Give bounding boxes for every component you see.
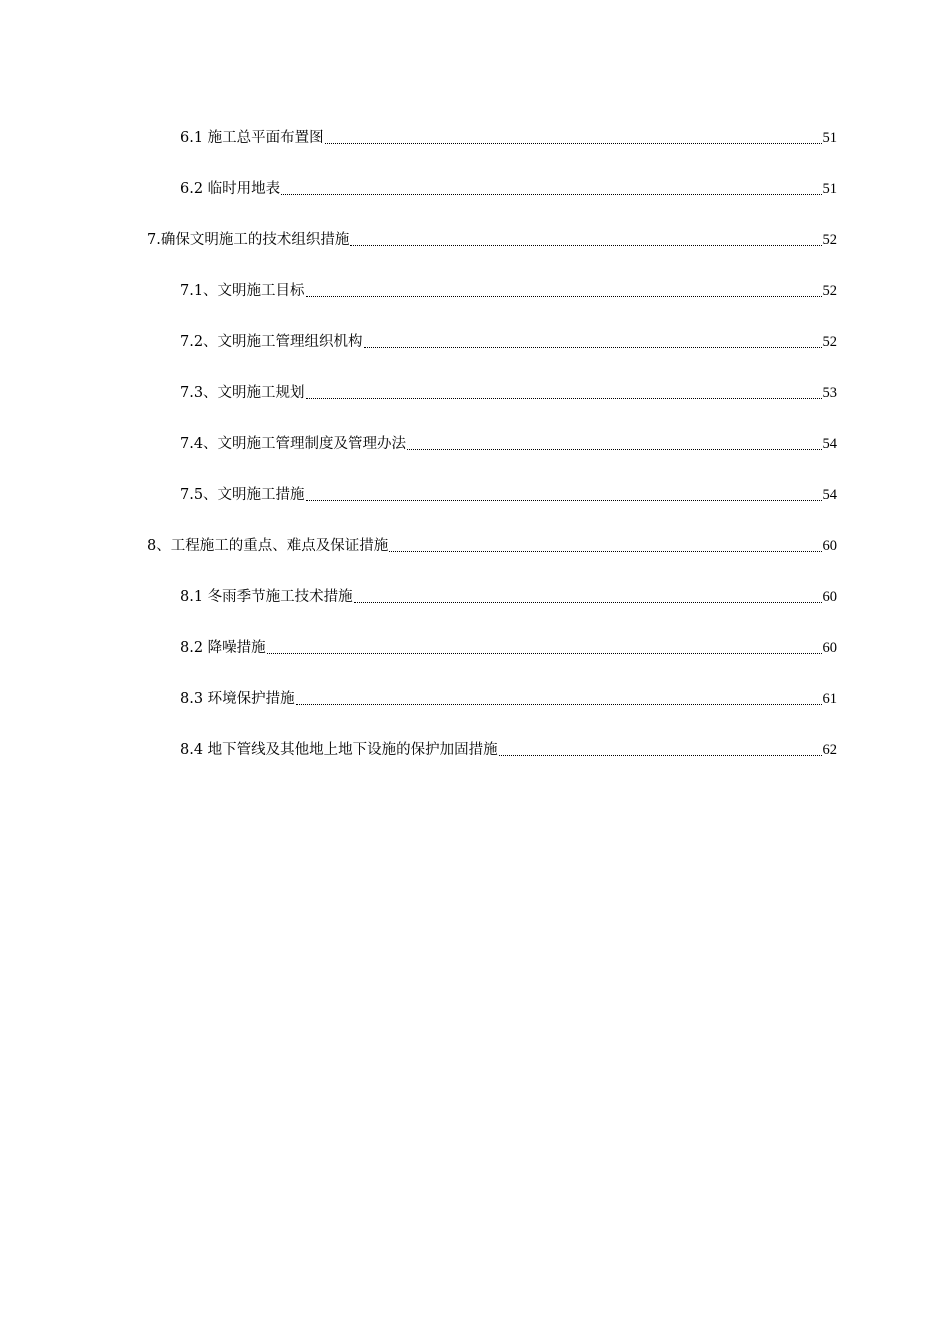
toc-entry-page: 52 xyxy=(822,283,837,299)
toc-dot-leader xyxy=(349,229,822,251)
toc-entry-title: 7.5、文明施工措施 xyxy=(180,487,305,503)
toc-entry-title: 6.1 施工总平面布置图 xyxy=(180,130,324,146)
toc-entry-page: 51 xyxy=(822,130,837,146)
toc-entry-page: 61 xyxy=(822,691,837,707)
toc-entry-page: 51 xyxy=(822,181,837,197)
toc-entry[interactable] xyxy=(180,739,837,761)
toc-entry[interactable] xyxy=(180,127,837,149)
toc-entry-page: 52 xyxy=(822,232,837,248)
toc-entry-page: 53 xyxy=(822,385,837,401)
toc-entry[interactable] xyxy=(180,688,837,710)
toc-dot-leader xyxy=(363,331,823,353)
toc-entry[interactable] xyxy=(180,637,837,659)
toc-dot-leader xyxy=(498,739,823,761)
toc-entry[interactable] xyxy=(147,229,837,251)
toc-dot-leader xyxy=(280,178,822,200)
toc-entry[interactable] xyxy=(180,586,837,608)
toc-dot-leader xyxy=(305,280,823,302)
toc-entry-title: 7.3、文明施工规划 xyxy=(180,385,305,401)
toc-entry[interactable] xyxy=(180,382,837,404)
toc-entry[interactable] xyxy=(147,535,837,557)
toc-dot-leader xyxy=(266,637,823,659)
toc-entry-page: 60 xyxy=(822,640,837,656)
toc-entry-title: 7.确保文明施工的技术组织措施 xyxy=(147,232,350,248)
toc-entry-page: 62 xyxy=(822,742,837,758)
toc-entry-page: 54 xyxy=(822,487,837,503)
toc-entry-title: 8.2 降噪措施 xyxy=(180,640,266,656)
toc-entry-title: 7.2、文明施工管理组织机构 xyxy=(180,334,363,350)
toc-dot-leader xyxy=(295,688,823,710)
toc-entry-title: 8.4 地下管线及其他地上地下设施的保护加固措施 xyxy=(180,742,498,758)
toc-dot-leader xyxy=(353,586,823,608)
toc-entry-title: 8.1 冬雨季节施工技术措施 xyxy=(180,589,353,605)
toc-entry[interactable] xyxy=(180,178,837,200)
toc-entry-title: 7.1、文明施工目标 xyxy=(180,283,305,299)
toc-entry-page: 60 xyxy=(822,589,837,605)
toc-entry-page: 54 xyxy=(822,436,837,452)
toc-entry[interactable] xyxy=(180,433,837,455)
toc-entry-title: 6.2 临时用地表 xyxy=(180,181,281,197)
toc-entry-page: 60 xyxy=(822,538,837,554)
toc-entry[interactable] xyxy=(180,331,837,353)
toc-entry[interactable] xyxy=(180,280,837,302)
toc-dot-leader xyxy=(305,382,823,404)
toc-dot-leader xyxy=(388,535,822,557)
toc-entry-page: 52 xyxy=(822,334,837,350)
toc-entry-title: 8.3 环境保护措施 xyxy=(180,691,295,707)
toc-dot-leader xyxy=(406,433,822,455)
toc-dot-leader xyxy=(324,127,823,149)
toc-dot-leader xyxy=(305,484,823,506)
toc-entry-title: 8、工程施工的重点、难点及保证措施 xyxy=(147,538,389,554)
toc-entry-title: 7.4、文明施工管理制度及管理办法 xyxy=(180,436,407,452)
toc-entry[interactable] xyxy=(180,484,837,506)
